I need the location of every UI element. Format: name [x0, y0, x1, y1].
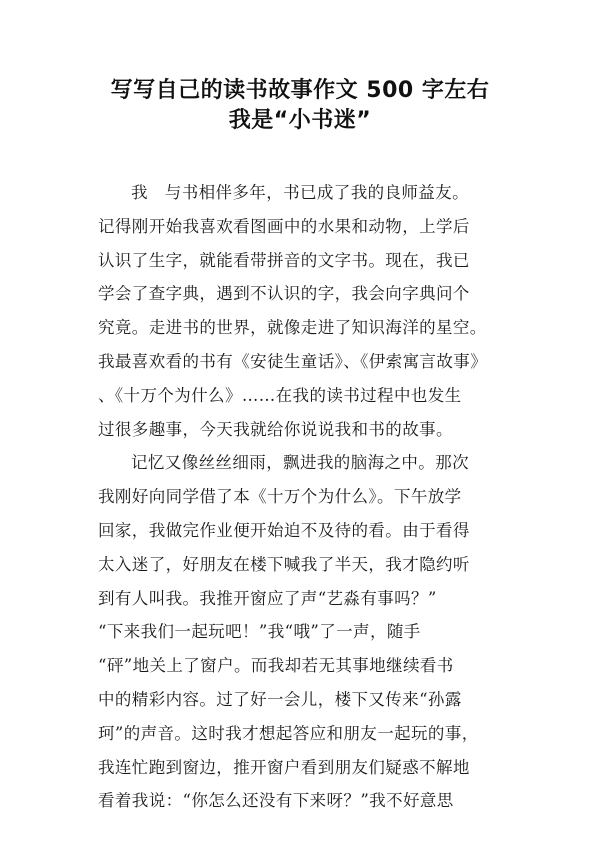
paragraph-1-line: 认识了生字，就能看带拼音的文字书。现在，我已 [98, 250, 470, 270]
paragraph-2-line: “下来我们一起玩吧！”我“哦”了一声，随手 [98, 622, 421, 642]
title-line-2: 我是“小书迷” [228, 108, 372, 133]
paragraph-2-line: 到有人叫我。我推开窗应了声“艺淼有事吗？” [98, 588, 437, 608]
paragraph-2-line: 我连忙跑到窗边，推开窗户看到朋友们疑惑不解地 [98, 757, 470, 777]
paragraph-2-line: 回家，我做完作业便开始迫不及待的看。由于看得 [98, 520, 470, 540]
paragraph-1-line: 我最喜欢看的书有《安徒生童话》、《伊索寓言故事》 [98, 351, 488, 371]
paragraph-2-line: 记忆又像丝丝细雨，飘进我的脑海之中。那次 [131, 453, 469, 473]
paragraph-1-line: 我 与书相伴多年，书已成了我的良师益友。 [131, 183, 469, 202]
paragraph-1-line: 过很多趣事，今天我就给你说说我和书的故事。 [98, 419, 453, 439]
paragraph-2-line: 中的精彩内容。过了好一会儿，楼下又传来“孙露 [98, 689, 462, 709]
paragraph-1-line: 究竟。走进书的世界，就像走进了知识海洋的星空。 [98, 318, 487, 338]
paragraph-2-line: “砰”地关上了窗户。而我却若无其事地继续看书 [98, 656, 454, 676]
title-line-1: 写写自己的读书故事作文 500 字左右 [110, 78, 490, 103]
essay-title [0, 76, 600, 136]
paragraph-2-line: 看着我说：“你怎么还没有下来呀？”我不好意思 [98, 791, 454, 811]
paragraph-1-line: 记得刚开始我喜欢看图画中的水果和动物，上学后 [98, 216, 470, 236]
paragraph-1-line: 、《十万个为什么》……在我的读书过程中也发生 [98, 385, 462, 405]
paragraph-1-line: 学会了查字典，遇到不认识的字，我会向字典问个 [98, 284, 470, 304]
paragraph-2-line: 珂”的声音。这时我才想起答应和朋友一起玩的事， [98, 723, 479, 743]
essay-body [98, 176, 518, 818]
paragraph-2-line: 太入迷了，好朋友在楼下喊我了半天，我才隐约听 [98, 554, 470, 574]
paragraph-2-line: 我刚好向同学借了本《十万个为什么》。下午放学 [98, 487, 462, 507]
